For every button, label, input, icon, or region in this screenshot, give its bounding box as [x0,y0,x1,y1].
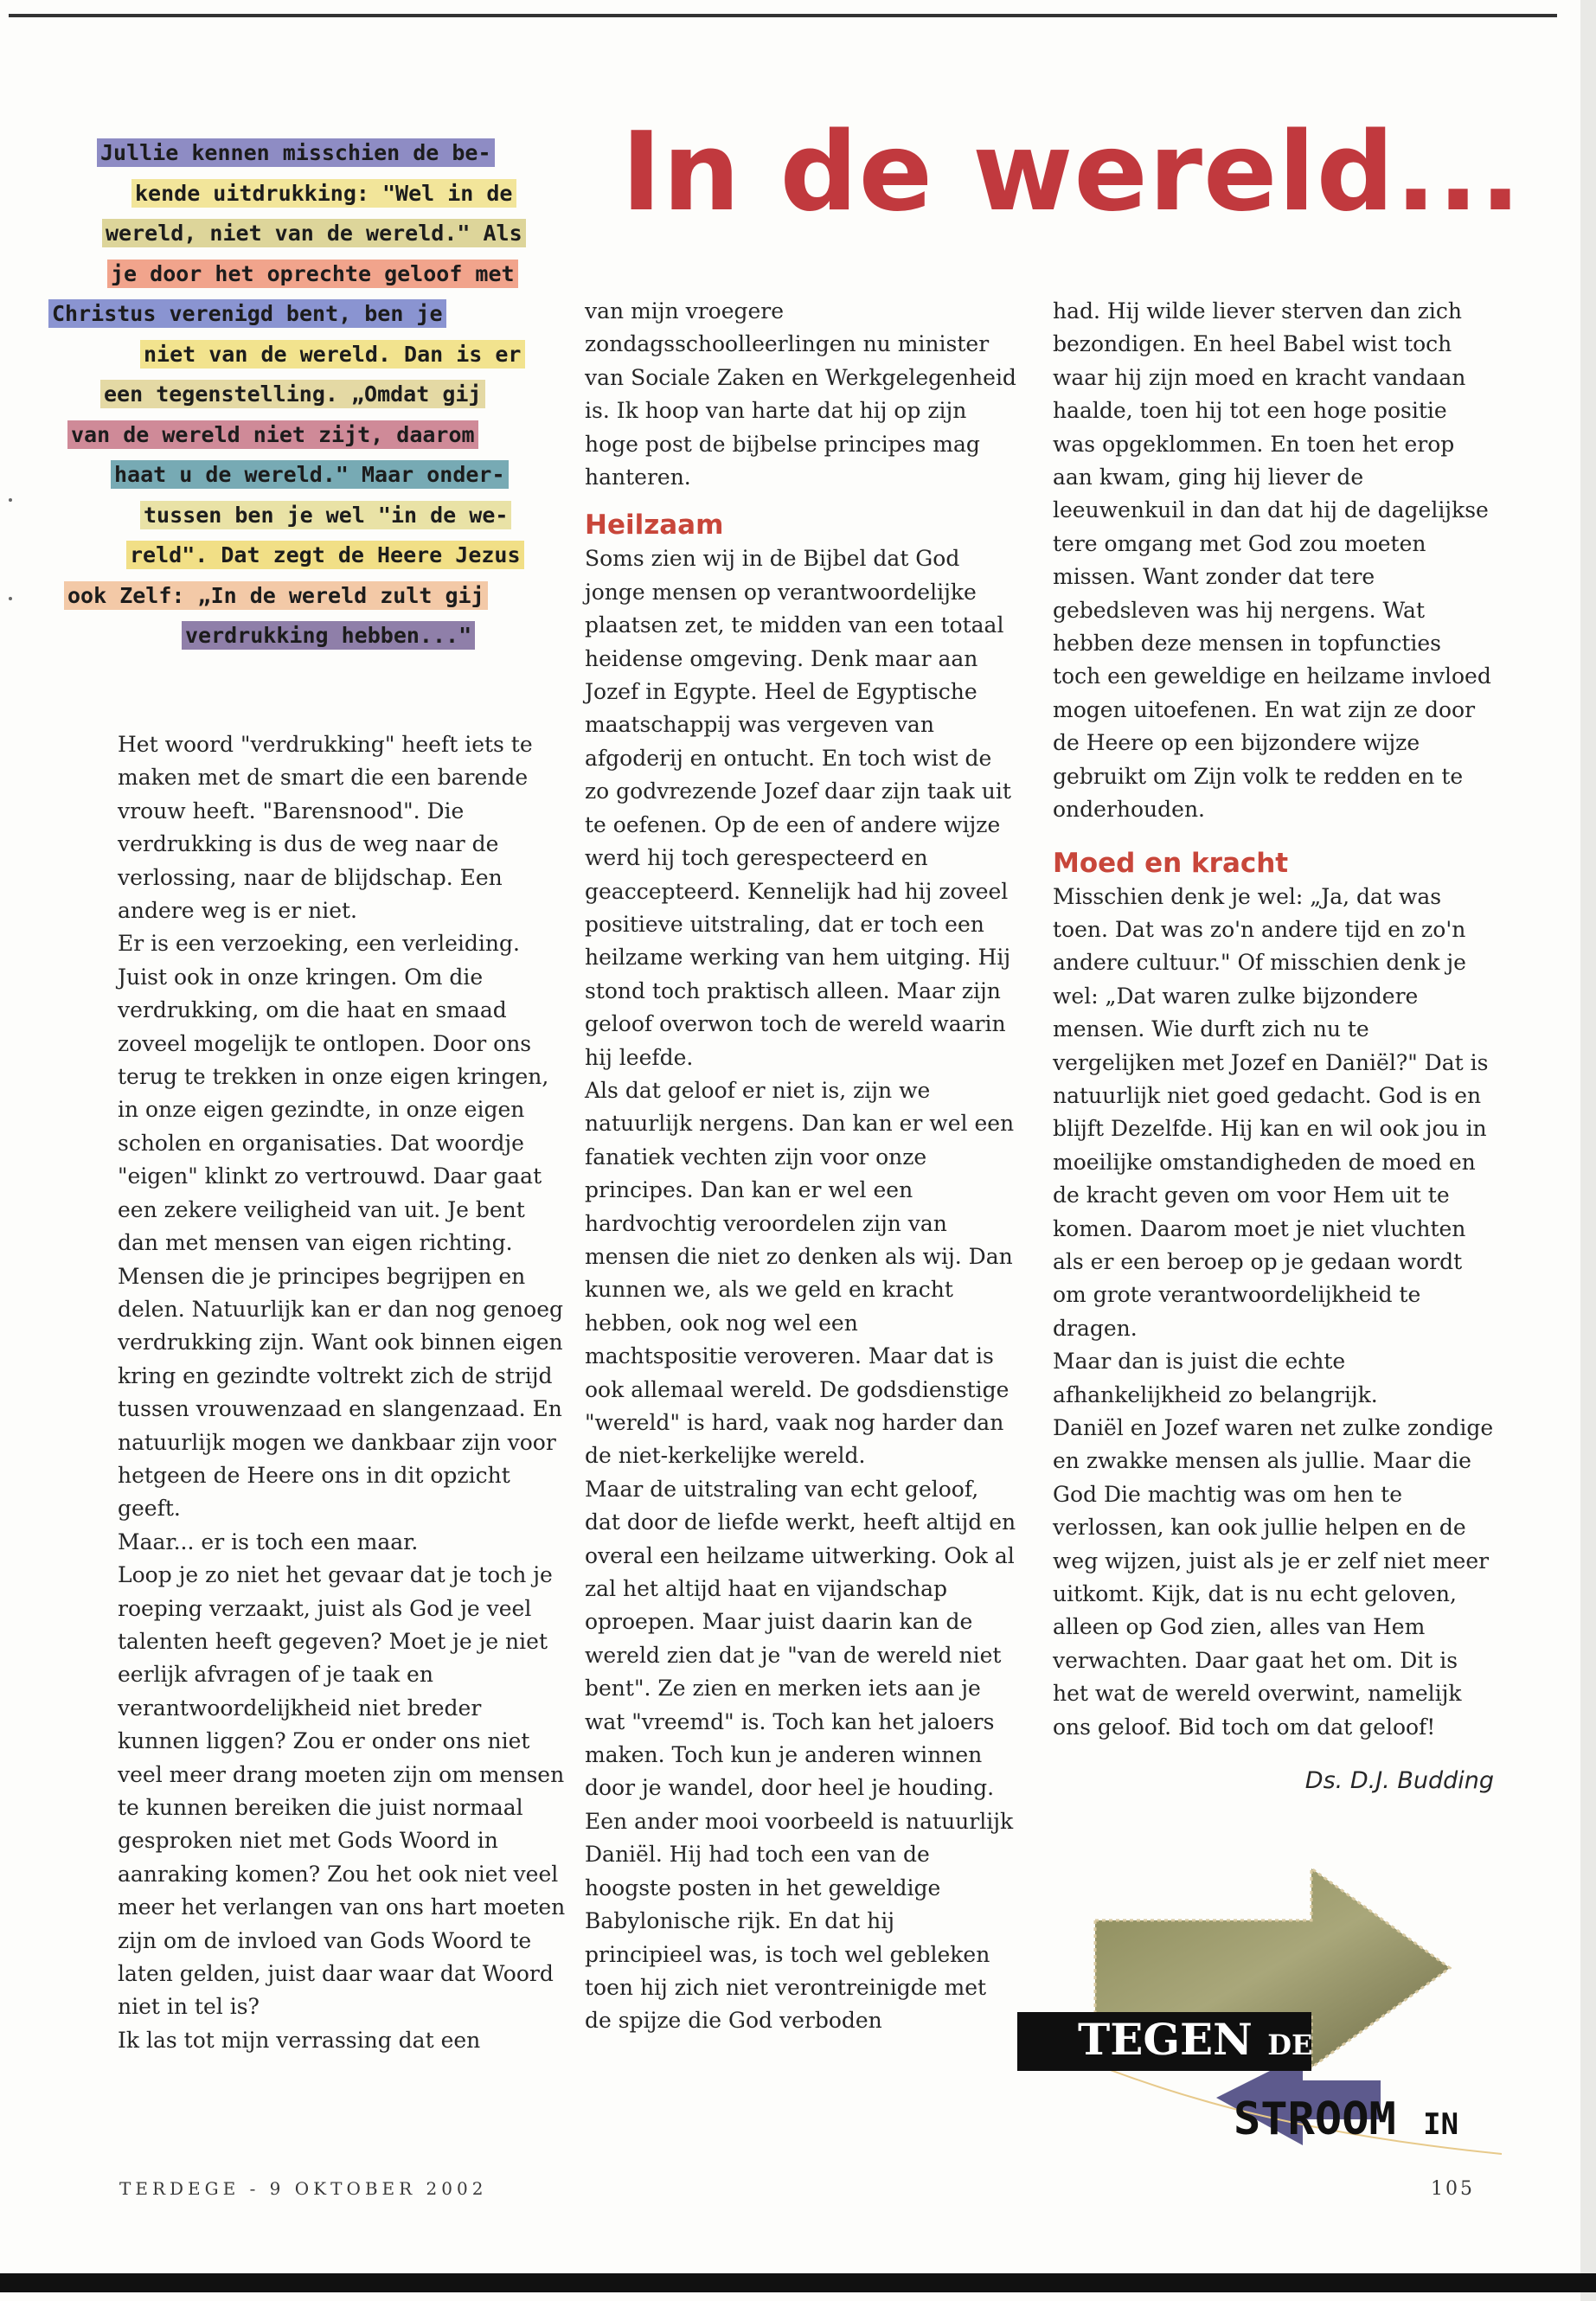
body-paragraph: Een ander mooi voorbeeld is natuurlijk Daniël. Hij had toch een van de hoogste posten in het geweldige Babylonische rijk. En dat hij principieel was, is toch wel gebleken toen hij zich niet verontreinigde met de spijze die God verboden [585,1808,1014,2034]
section-heading-moed-en-kracht: Moed en kracht [1053,847,1289,879]
body-paragraph: had. Hij wilde liever sterven dan zich bezondigen. En heel Babel wist toch waar hij zijn moed en kracht vandaan haalde, toen hij tot een hoge positie was opgeklommen. En toen het erop aan kwam, ging hij liever de leeuwenkuil in dan dat hij de dagelijkse tere omgang met God zou moeten missen. Want zonder dat tere gebedsleven was hij nergens. Wat hebben deze mensen in topfuncties toch een geweldige en heilzame invloed mogen uitoefenen. En wat zijn ze door de Heere op een bijzondere wijze gebruikt om Zijn volk te redden en te onderhouden. [1053,298,1491,823]
article-column-1 [118,728,567,2057]
body-paragraph: Misschien denk je wel: „Ja, dat was toen. Dat was zo'n andere tijd en zo'n andere cultuur." Of misschien denk je wel: „Dat waren zulke bijzondere mensen. Wie durft zich nu te vergelijken met Jozef en Daniël?" Dat is natuurlijk niet goed gedacht. God is en blijft Dezelfde. Hij kan en wil ook jou in moeilijke omstandigheden de moed en de kracht geven om voor Hem uit te komen. Daarom moet je niet vluchten als er een beroep op je gedaan wordt om grote verantwoordelijkheid te dragen. [1053,883,1489,1341]
pull-quote-line: reld". Dat zegt de Heere Jezus [43,539,580,572]
pull-quote-line: haat u de wereld." Maar onder- [43,458,580,491]
body-paragraph: Daniël en Jozef waren net zulke zondige en zwakke mensen als jullie. Maar die God Die machtig was om hen te verlossen, kan ook jullie helpen en de weg wijzen, juist als je er zelf niet meer uitkomt. Kijk, dat is nu echt geloven, alleen op God zien, alles van Hem verwachten. Daar gaat het om. Dit is het wat de wereld overwint, namelijk ons geloof. Bid toch om dat geloof! [1053,1415,1494,1740]
pull-quote-line: tussen ben je wel "in de we- [43,499,580,532]
body-paragraph: Als dat geloof er niet is, zijn we natuurlijk nergens. Dan kan er wel een fanatiek vechten zijn voor onze principes. Dan kan er wel een hardvochtig veroordelen zijn van mensen die niet zo denken als wij. Dan kunnen we, als we geld en kracht hebben, ook nog wel een machtspositie veroveren. Maar dat is ook allemaal wereld. De godsdienstige "wereld" is hard, vaak nog harder dan de niet-kerkelijke wereld. [585,1077,1015,1469]
logo-stroom-in: STROOM IN [1234,2093,1459,2145]
body-paragraph: Soms zien wij in de Bijbel dat God jonge mensen op verantwoordelijke plaatsen zet, te midden van een totaal heidense omgeving. Denk maar aan Jozef in Egypte. Heel de Egyptische maatschappij was vergeven van afgoderij en ontucht. En toch wist de zo godvrezende Jozef daar zijn taak uit te oefenen. Op de een of andere wijze werd hij toch gerespecteerd en geaccepteerd. Kennelijk had hij zoveel positieve uitstraling, dat er toch een heilzame werking van hem uitging. Hij stond toch praktisch alleen. Maar zijn geloof overwon toch de wereld waarin hij leefde. [585,546,1011,1070]
article-column-3 [1053,295,1494,1798]
page-title: In de wereld... [621,108,1522,235]
author-byline: Ds. D.J. Budding [1304,1767,1494,1795]
body-paragraph: Ik las tot mijn verrassing dat een [118,2027,481,2053]
body-paragraph: Loop je zo niet het gevaar dat je toch je roeping verzaakt, juist als God je veel talenten heeft gegeven? Moet je je niet eerlijk afvragen of je taak en verantwoordelijkheid niet breder kunnen liggen? Zou er onder ons niet veel meer drang moeten zijn om mensen te kunnen bereiken die juist normaal gesproken niet met Gods Woord in aanraking komen? Zou het ook niet veel meer het verlangen van ons hart moeten zijn om de invloed van Gods Woord te laten gelden, juist daar waar dat Woord niet in tel is? [118,1562,566,2020]
body-paragraph: van mijn vroegere zondagsschoolleerlingen nu minister van Sociale Zaken en Werkgelegenheid is. Ik hoop van harte dat hij op zijn hoge post de bijbelse principes mag hanteren. [585,298,1016,490]
pull-quote-line: een tegenstelling. „Omdat gij [43,378,580,411]
body-paragraph: Maar de uitstraling van echt geloof, dat door de liefde werkt, heeft altijd en overal een heilzame uitwerking. Ook al zal het altijd haat en vijandschap oproepen. Maar juist daarin kan de wereld zien dat je "van de wereld niet bent". Ze zien en merken iets aan je wat "vreemd" is. Toch kan het jaloers maken. Toch kun je anderen winnen door je wandel, door heel je houding. [585,1476,1016,1801]
top-rule [9,14,1557,17]
pull-quote-line: Jullie kennen misschien de be- [43,137,580,170]
body-paragraph: Het woord "verdrukking" heeft iets te maken met de smart die een barende vrouw heeft. "Barensnood". Die verdrukking is dus de weg naar de verlossing, naar de blijdschap. Een andere weg is er niet. [118,732,533,924]
article-column-2 [585,295,1017,2038]
pull-quote-line: kende uitdrukking: "Wel in de [43,177,580,210]
logo-tegen-de: TEGEN DE [1078,2014,1313,2065]
pull-quote-line: verdrukking hebben..." [43,619,580,652]
pull-quote-line: ook Zelf: „In de wereld zult gij [43,580,580,612]
margin-mark [9,498,12,502]
section-heading-heilzaam: Heilzaam [585,510,724,542]
pull-quote-line: niet van de wereld. Dan is er [43,338,580,371]
bottom-rule [0,2273,1596,2292]
pull-quote-line: van de wereld niet zijt, daarom [43,419,580,452]
body-paragraph: Maar dan is juist die echte afhankelijkheid zo belangrijk. [1053,1349,1378,1407]
pull-quote-line: Christus verenigd bent, ben je [43,298,580,330]
pull-quote-line: je door het oprechte geloof met [43,258,580,291]
body-paragraph: Er is een verzoeking, een verleiding. Juist ook in onze kringen. Om die verdrukking, om die haat en smaad zoveel mogelijk te ontlopen. Door ons terug te trekken in onze eigen kringen, in onze eigen gezindte, in onze eigen scholen en organisaties. Dat woordje "eigen" klinkt zo vertrouwd. Daar gaat een zekere veiligheid van uit. Je bent dan met mensen van eigen richting. Mensen die je principes begrijpen en delen. Natuurlijk kan er dan nog genoeg verdrukking zijn. Want ook binnen eigen kring en gezindte voltrekt zich de strijd tussen vrouwenzaad en slangenzaad. En natuurlijk mogen we dankbaar zijn voor hetgeen de Heere ons in dit opzicht geeft. [118,931,564,1522]
pull-quote [43,137,580,660]
body-paragraph: Maar... er is toch een maar. [118,1529,419,1554]
margin-mark [9,597,12,600]
footer-publication: TERDEGE - 9 OKTOBER 2002 [119,2178,488,2199]
footer-page-number: 105 [1431,2178,1475,2200]
page-edge [1580,0,1596,2301]
pull-quote-line: wereld, niet van de wereld." Als [43,217,580,250]
